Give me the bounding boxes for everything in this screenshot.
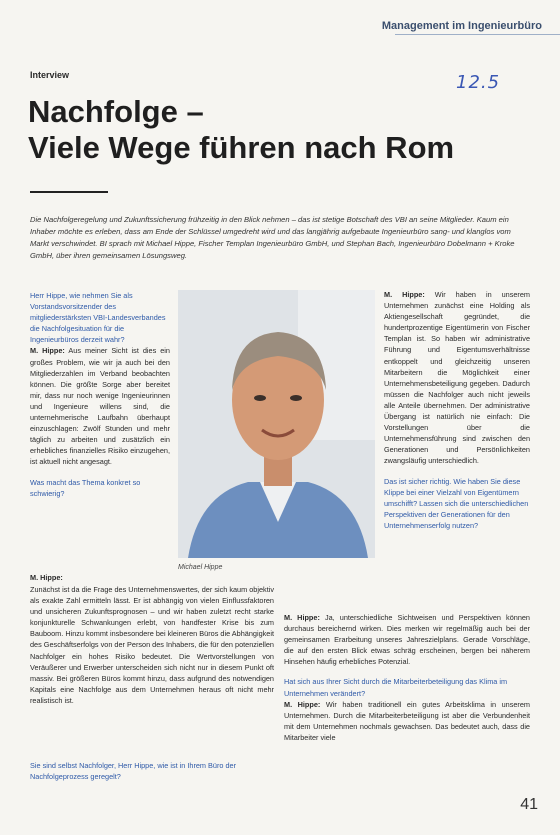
headline-line-1: Nachfolge –: [28, 94, 204, 129]
header-rule: [395, 34, 560, 35]
section-header: Management im Ingenieurbüro: [381, 20, 542, 32]
speaker-name: M. Hippe:: [284, 699, 321, 709]
answer-1: M. Hippe: Aus meiner Sicht ist dies ein großes Problem, wie wir ja auch bei den Mitgliederzahlen im Verband beobachten können. Die größte Sorge aber bereitet mir, dass nur noch wenige Ingenieurinnen und Ingenieure willens sind, die unternehmerische Laufbahn überhaupt einzuschlagen: Zwölf Stunden und mehr täglich zu arbeiten und zusätzlich ein erhebliches finanzielles Risiko einzugehen, ist aktuell nicht angesagt.: [30, 346, 170, 467]
headline: [28, 94, 518, 166]
column-left: [30, 290, 170, 499]
headline-line-2: Viele Wege führen nach Rom: [28, 130, 455, 165]
answer-2-text: Zunächst ist da die Frage des Unternehmenswertes, der sich kaum objektiv als exakte Zahl ermitteln lässt. Er ist abhängig von vielen Einflussfaktoren und unsicheren Zukunftsprognosen – und wir haben zuletzt recht starke konjunkturelle Schwankungen erlebt, von handfester Krise bis zum Bauboom. Hinzu kommt insbesondere bei kleineren Büros die Abhängigkeit des Geschäftserfolgs von der Person des Inhabers, die für den potenziellen Nachfolger ein hohes Risiko bedeutet. Die Wertvorstellungen von Veräußerer und Erwerber unterscheiden sich nicht nur in diesem Punkt oft massiv. Bei größeren Büros kommt hinzu, dass aufgrund des notwendigen Kapitals eine Nachfolge aus dem Unternehmen heraus oft nicht mehr realistisch ist.: [30, 585, 274, 705]
column-lower-right: [284, 612, 530, 743]
question-3: Sie sind selbst Nachfolger, Herr Hippe, wie ist in Ihrem Büro der Nachfolgeprozess geregelt?: [30, 761, 237, 782]
question-5: Hat sich aus Ihrer Sicht durch die Mitarbeiterbeteiligung das Klima im Unternehmen verändert?: [284, 677, 508, 698]
page-number: 41: [520, 796, 538, 813]
portrait-illustration: [178, 290, 375, 558]
question-4: Das ist sicher richtig. Wie haben Sie diese Klippe bei einer Vielzahl von Eigentümern umschifft? Lassen sich die unterschiedlichen Perspektiven der Generationen für den Unternehmenserfolg nutzen?: [384, 476, 529, 530]
answer-5: M. Hippe: Wir haben traditionell ein gutes Arbeitsklima in unserem Unternehmen. Durch die Mitarbeiterbeteiligung ist aber die Verbundenheit mit dem Unternehmen nochmals gewachsen. Das bedeutet auch, dass die Mitarbeiter viele: [284, 699, 530, 742]
lead-paragraph: Die Nachfolgeregelung und Zukunftssicherung frühzeitig in den Blick nehmen – das ist stetige Botschaft des VBI an seine Mitglieder. Kaum ein Inhaber möchte es erleben, dass am Ende der Schlüssel umgedreht wird und das langjährig aufgebaute Ingenieurbüro sang- und klanglos vom Markt verschwindet. BI sprach mit Michael Hippe, Fischer Templan Ingenieurbüro GmbH, und Stephan Bach, Ingenieurbüro Dobelmann + Kroke GmbH, über ihren gemeinsamen Lösungsweg.: [30, 215, 515, 260]
title-rule: [30, 191, 108, 193]
handwritten-note: 12.5: [456, 72, 501, 93]
answer-3: M. Hippe: Wir haben in unserem Unternehmen zunächst eine Holding als Aktiengesellschaft gegründet, die hundertprozentige Eigentümerin von Fischer Templan ist. So haben wir administrative Führung und Eigentumsverhältnisse entkoppelt und gleichzeitig unseren Mitarbeitern die Möglichkeit einer Unternehmensbeteiligung gegeben. Dadurch müssen die Nachfolger auch nicht jeweils alle Anteile übernehmen. Der administrative Übergang ist natürlich nie einfach: Die Vorstellungen über die Unternehmensführung sind zwischen den Generationen und Persönlichkeiten zwangsläufig unterschiedlich.: [384, 290, 530, 466]
answer-2: [30, 572, 170, 583]
answer-2-block: [30, 572, 530, 583]
answer-4: M. Hippe: Ja, unterschiedliche Sichtweisen und Perspektiven können durchaus bereichernd wirken. Dies merken wir regelmäßig auch bei der gemeinsamen Erarbeitung unseres Jahreszielplans. Gerade Vorschläge, die auf den ersten Blick etwas schräg erscheinen, bergen bei näherem Hinsehen häufig erhebliches Potenzial.: [284, 613, 530, 667]
question-3-wrap: [30, 760, 274, 782]
question-1: Herr Hippe, wie nehmen Sie als Vorstandsvorsitzender des mitgliederstärksten VBI-Landesverbandes die Nachfolgesituation für die Ingenieurbüros derzeit wahr?: [30, 291, 166, 345]
column-right: [384, 289, 530, 531]
speaker-name: M. Hippe:: [284, 613, 320, 622]
kicker: Interview: [30, 70, 70, 80]
speaker-name: M. Hippe:: [30, 346, 65, 356]
speaker-name: M. Hippe:: [384, 290, 425, 299]
photo-caption: Michael Hippe: [178, 564, 223, 571]
portrait-photo: [178, 290, 375, 558]
speaker-name: M. Hippe:: [30, 573, 63, 582]
question-2: Was macht das Thema konkret so schwierig?: [30, 477, 141, 498]
